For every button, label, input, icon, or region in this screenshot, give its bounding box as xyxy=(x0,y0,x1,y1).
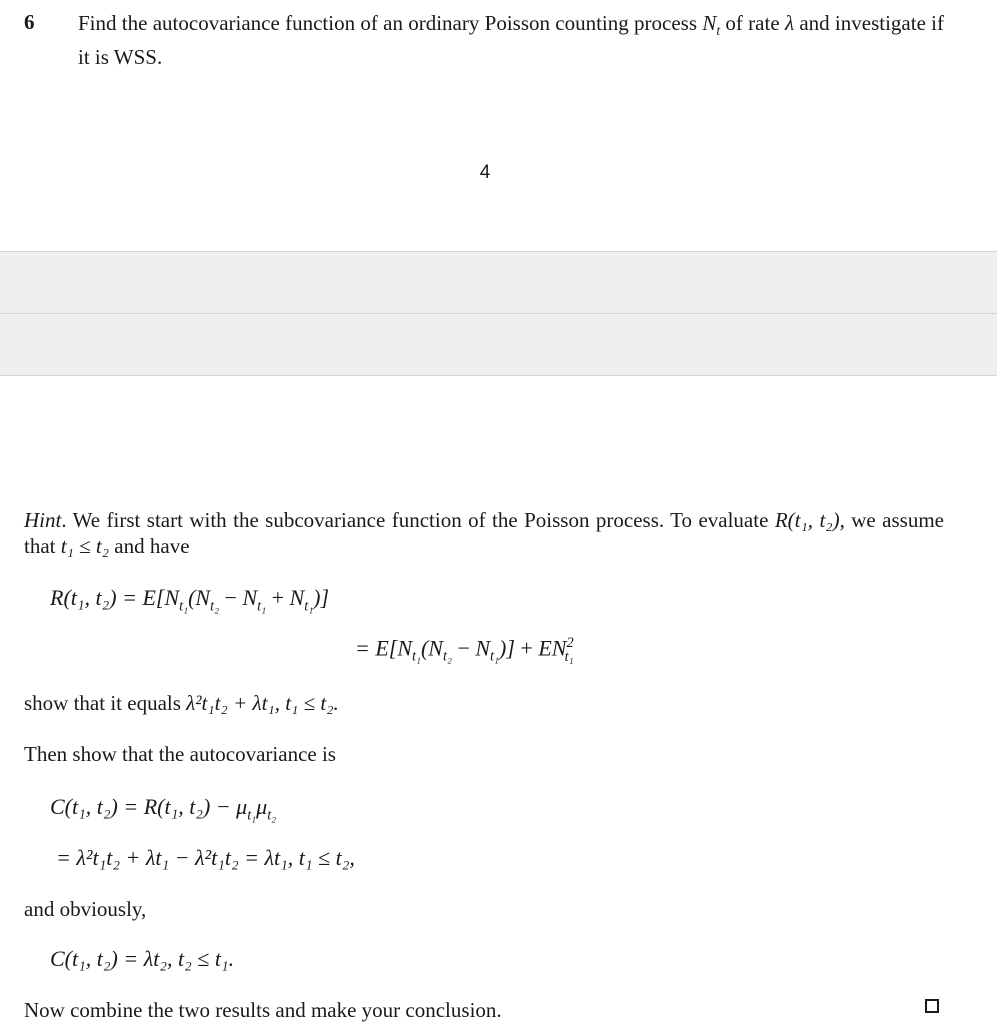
equation-autocovariance: C(t₁, t₂) = R(t₁, $t_2) - \mu_{t_1}\mu_{t_2}$ xyxy=(50,794,277,824)
var-n-subscript: t xyxy=(716,23,721,39)
lambda-symbol: λ xyxy=(784,11,795,35)
hint-paragraph xyxy=(24,507,944,559)
show-expression: λ²t₁t₂ + λt₁, t₁ ≤ t₂. xyxy=(186,691,339,715)
hint-label: Hint xyxy=(24,508,62,532)
page-number: 4 xyxy=(479,162,491,183)
qed-square-icon xyxy=(925,999,939,1013)
hint-text-1: . We first start with the subcovariance function of the Poisson process. To evaluate xyxy=(61,508,775,532)
problem-text-end: and investigate if it is WSS. xyxy=(78,11,945,70)
conclusion-line: Now combine the two results and make your conclusion. xyxy=(24,998,502,1022)
equation-r-expansion: = $E[N_{t_1}(N_{t_2} - N_{t_1})] + EN^2_{t_1}$ xyxy=(355,635,574,665)
show-equals-line xyxy=(24,690,339,716)
page-break-separator xyxy=(0,251,997,376)
var-n: N xyxy=(702,11,717,35)
hint-text-3: and have xyxy=(109,534,190,558)
equation-autocovariance-case2: C(t₁, t₂) = λt₂, t₂ ≤ t₁. xyxy=(50,946,235,971)
hint-text-2: , we assume that xyxy=(24,508,944,558)
page-break-dotted-line xyxy=(0,313,997,314)
problem-number: 6 xyxy=(24,10,35,34)
problem-statement xyxy=(78,10,944,70)
problem-text-mid: of rate xyxy=(720,11,785,35)
problem-text-start: Find the autocovariance function of an ordinary Poisson counting process xyxy=(78,11,703,35)
equation-autocovariance-result: = λ²t₁t₂ + λt₁ − λ²t₁t₂ = λt₁, t₁ ≤ t₂, xyxy=(56,845,355,870)
then-show-line: Then show that the autocovariance is xyxy=(24,742,336,766)
hint-r-expr: R(t₁, t₂) xyxy=(774,508,840,532)
hint-condition: t₁ ≤ t₂ xyxy=(60,534,110,558)
equation-r-definition: R(t₁, $t_2) = E[N_{t_1}(N_{t_2} - N_{t_1} + N_{t_1})]$ xyxy=(50,585,330,615)
and-obviously-line: and obviously, xyxy=(24,897,147,921)
show-text: show that it equals xyxy=(24,691,187,715)
